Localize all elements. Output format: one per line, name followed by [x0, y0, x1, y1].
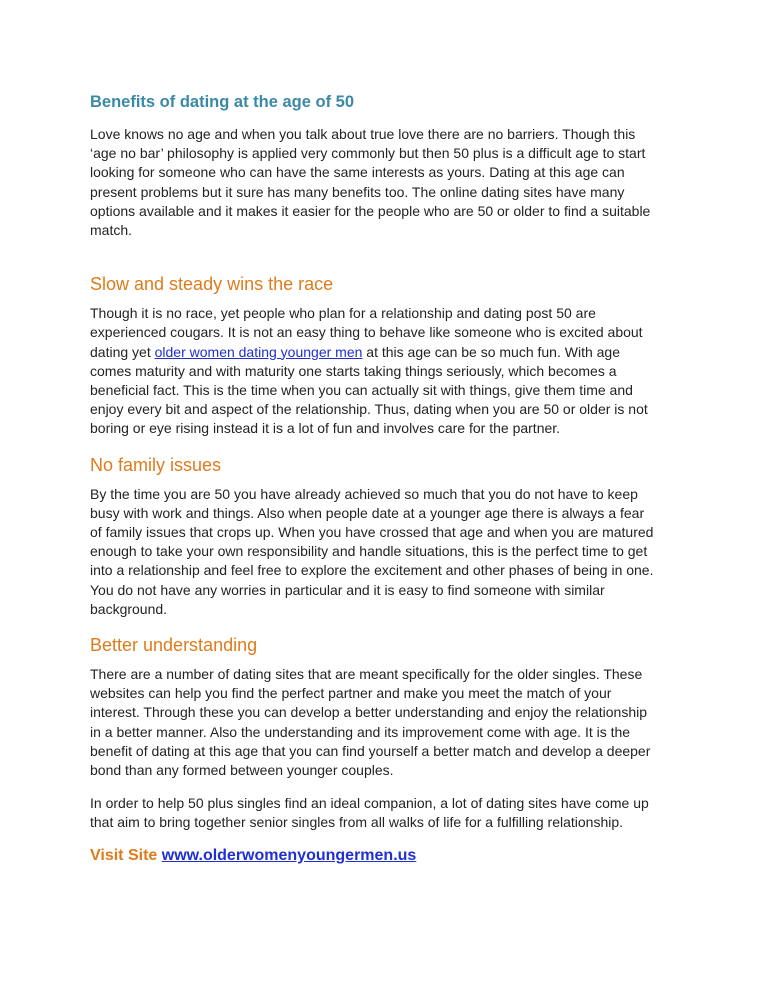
section-heading-no-family-issues: No family issues [90, 454, 222, 475]
page-title: Benefits of dating at the age of 50 [90, 93, 355, 111]
section-paragraph-better-understanding: There are a number of dating sites that are meant specifically for the older singles. These websites can help you find the perfect partner and make you meet the match of your interest. Through these you can develop a better understanding and enjoy the relationship in a better manner. Also the understanding and its improvement come with age. It is the benefit of dating at this age that you can find yourself a better match and develop a deeper bond than any formed between younger couples. [90, 666, 651, 779]
section-paragraph-no-family-issues: By the time you are 50 you have already achieved so much that you do not have to keep busy with work and things. Also when people date at a younger age there is always a fear of family issues that crops up. When you have crossed that age and when you are matured enough to take your own responsibility and handle situations, this is the perfect time to get into a relationship and feel free to explore the excitement and other phases of being in one. You do not have any worries in particular and it is easy to find someone with similar background. [90, 485, 654, 617]
document-page [90, 92, 685, 866]
section-heading-slow-steady: Slow and steady wins the race [90, 274, 334, 295]
visit-site-line [90, 846, 685, 866]
paragraph-text: at this age can be so much fun. With age comes maturity and with maturity one starts taking things seriously, which becomes a beneficial fact. This is the time when you can actually sit with things, give them time and enjoy every bit and aspect of the relationship. Thus, dating when you are 50 or older is not boring or eye rising instead it is a lot of fun and involves care for the partner. [90, 343, 648, 437]
intro-paragraph: Love knows no age and when you talk about true love there are no barriers. Though this ‘age no bar’ philosophy is applied very commonly but then 50 plus is a difficult age to start looking for someone who can have the same interests as yours. Dating at this age can present problems but it sure has many benefits too. The online dating sites have many options available and it makes it easier for the people who are 50 or older to find a suitable match. [90, 126, 651, 239]
visit-site-label: Visit Site [90, 846, 158, 864]
section-paragraph-slow-steady [90, 304, 685, 438]
older-women-dating-link[interactable]: older women dating younger men [154, 343, 363, 360]
website-link[interactable]: www.olderwomenyoungermen.us [161, 846, 417, 864]
paragraph-text: Though it is no race, yet people who plan for a relationship and dating post 50 are experienced cougars. It is not an easy thing to behave like someone who is excited about dating yet [90, 305, 643, 360]
closing-paragraph: In order to help 50 plus singles find an ideal companion, a lot of dating sites have come up that aim to bring together senior singles from all walks of life for a fulfilling relationship. [90, 795, 649, 831]
section-heading-better-understanding: Better understanding [90, 635, 258, 656]
